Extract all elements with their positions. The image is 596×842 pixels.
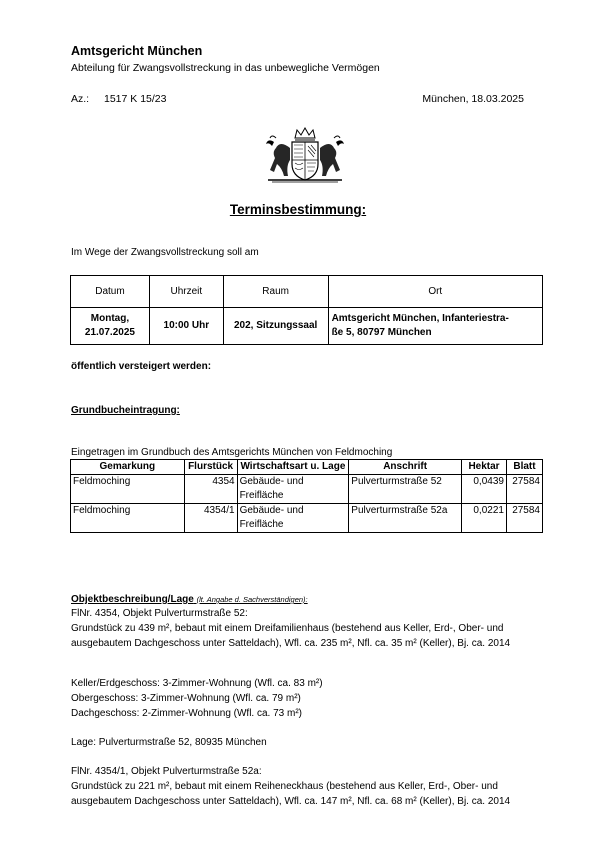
hektar-cell: 0,0221 <box>462 504 507 533</box>
auction-room: 202, Sitzungssaal <box>223 308 328 345</box>
flurstueck-cell: 4354 <box>184 475 237 504</box>
object-heading-note: (lt. Angabe d. Sachverständigen): <box>196 595 308 604</box>
table-header-row <box>71 276 543 308</box>
auction-date <box>71 308 150 345</box>
column-header: Flurstück <box>184 460 237 475</box>
auction-date-value: 21.07.2025 <box>84 327 135 338</box>
bavarian-coat-of-arms-icon <box>262 126 348 184</box>
table-header-row <box>71 460 543 475</box>
column-header: Ort <box>328 276 542 308</box>
object-1-description: Grundstück zu 439 m², bebaut mit einem Dreifamilienhaus (bestehend aus Keller, Erd-, Ober- und ausgebautem Dachgeschoss unter Satteldach), Wfl. ca. 235 m², Nfl. ca. 35 m² (Keller), Bj. ca. 2014 <box>71 623 511 649</box>
object-2-description: Grundstück zu 221 m², bebaut mit einem Reiheneckhaus (bestehend aus Keller, Erd-, Ober- und ausgebautem Dachgeschoss unter Satteldach), Wfl. ca. 147 m², Nfl. ca. 68 m² (Keller), Bj. ca. 2014 <box>71 781 511 807</box>
object-2-title: FlNr. 4354/1, Objekt Pulverturmstraße 52a: <box>71 766 262 777</box>
court-name: Amtsgericht München <box>71 44 203 58</box>
object-heading-text: Objektbeschreibung/Lage <box>71 594 194 605</box>
anschrift-cell: Pulverturmstraße 52a <box>349 504 462 533</box>
auction-place <box>328 308 542 345</box>
land-register-heading: Grundbucheintragung: <box>71 405 180 416</box>
department-name: Abteilung für Zwangsvollstreckung in das unbewegliche Vermögen <box>71 62 380 74</box>
land-register-table <box>70 459 543 533</box>
auction-date-table <box>70 275 543 345</box>
floor-description: Keller/Erdgeschoss: 3-Zimmer-Wohnung (Wfl. ca. 83 m²) <box>71 678 323 689</box>
auction-place-line: ße 5, 80797 München <box>331 327 432 338</box>
column-header: Datum <box>71 276 150 308</box>
gemarkung-cell: Feldmoching <box>71 504 185 533</box>
table-row <box>71 308 543 345</box>
land-register-intro: Eingetragen im Grundbuch des Amtsgerichts München von Feldmoching <box>71 447 393 458</box>
column-header: Anschrift <box>349 460 462 475</box>
floor-description: Dachgeschoss: 2-Zimmer-Wohnung (Wfl. ca. 73 m²) <box>71 708 302 719</box>
document-title: Terminsbestimmung: <box>229 202 367 217</box>
object-1-title: FlNr. 4354, Objekt Pulverturmstraße 52: <box>71 608 248 619</box>
object-description-heading <box>71 594 308 605</box>
object-location: Lage: Pulverturmstraße 52, 80935 München <box>71 737 267 748</box>
column-header: Raum <box>223 276 328 308</box>
intro-text: Im Wege der Zwangsvollstreckung soll am <box>71 247 259 258</box>
blatt-cell: 27584 <box>506 475 542 504</box>
place-date: München, 18.03.2025 <box>422 93 524 105</box>
anschrift-cell: Pulverturmstraße 52 <box>349 475 462 504</box>
gemarkung-cell: Feldmoching <box>71 475 185 504</box>
column-header: Hektar <box>462 460 507 475</box>
auction-statement: öffentlich versteigert werden: <box>71 361 212 372</box>
auction-weekday: Montag, <box>90 313 130 324</box>
wirtschaftsart-cell: Gebäude- und Freifläche <box>237 475 349 504</box>
wirtschaftsart-cell: Gebäude- und Freifläche <box>237 504 349 533</box>
blatt-cell: 27584 <box>506 504 542 533</box>
hektar-cell: 0,0439 <box>462 475 507 504</box>
file-number-value: 1517 K 15/23 <box>104 93 167 105</box>
file-number-label: Az.: <box>71 93 90 105</box>
table-row <box>71 504 543 533</box>
auction-place-line: Amtsgericht München, Infanteriestra- <box>331 313 509 324</box>
column-header: Uhrzeit <box>149 276 223 308</box>
table-row <box>71 475 543 504</box>
column-header: Wirtschaftsart u. Lage <box>237 460 349 475</box>
floor-description: Obergeschoss: 3-Zimmer-Wohnung (Wfl. ca. 79 m²) <box>71 693 301 704</box>
flurstueck-cell: 4354/1 <box>184 504 237 533</box>
column-header: Gemarkung <box>71 460 185 475</box>
column-header: Blatt <box>506 460 542 475</box>
auction-time: 10:00 Uhr <box>149 308 223 345</box>
